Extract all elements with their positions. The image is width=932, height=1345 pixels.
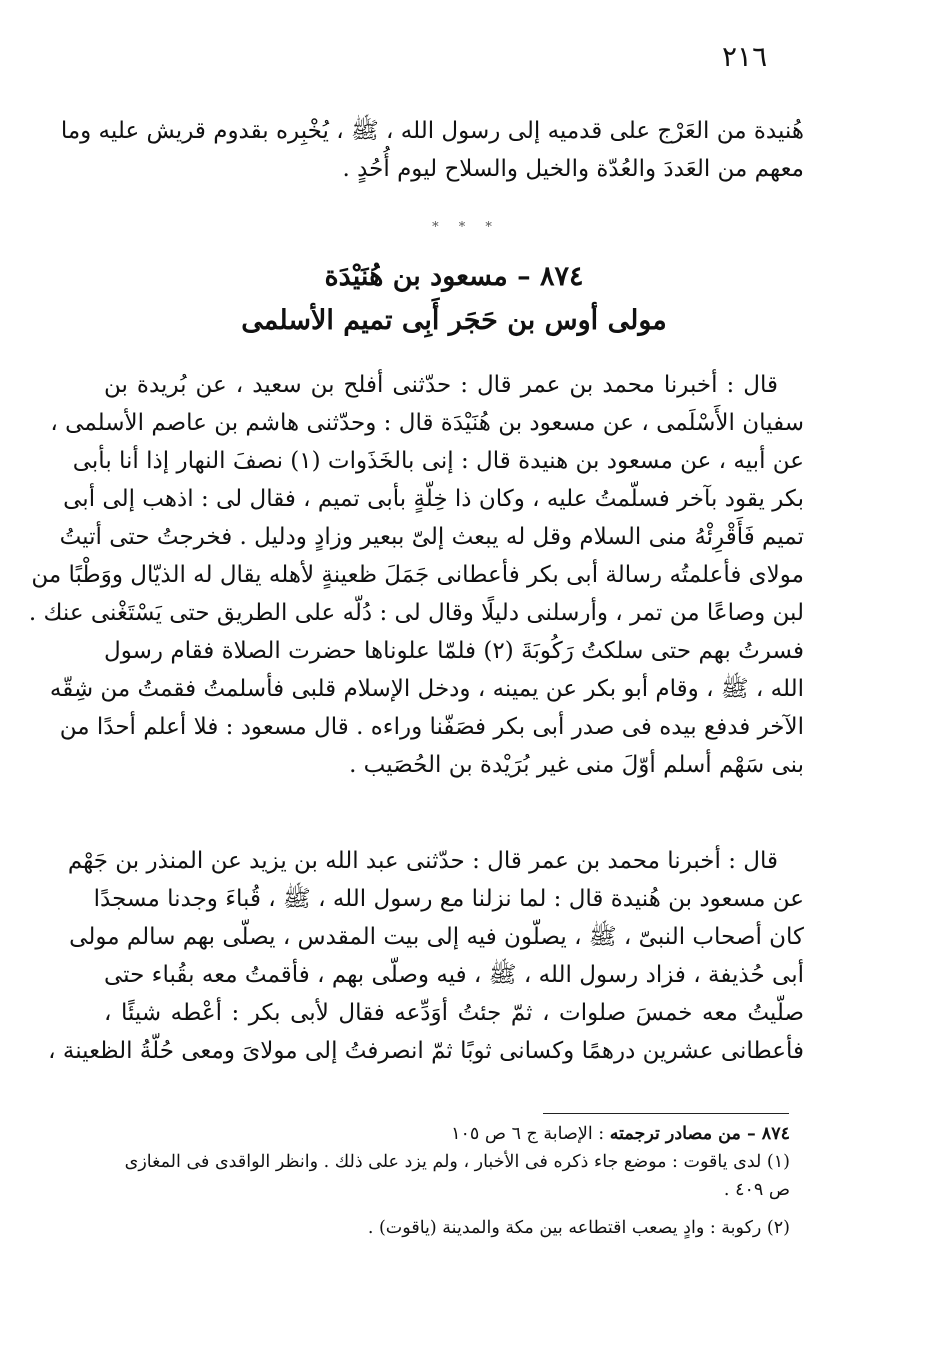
text-line: لبن وصاعًا من تمر ، وأرسلنى دليلًا وقال لى : دُلّه على الطريق حتى يَسْتَغْنى عنك . xyxy=(28,600,804,626)
footnote-source-label: ٨٧٤ – من مصادر ترجمته xyxy=(609,1124,790,1144)
footnote-source xyxy=(130,1120,790,1148)
entry-heading xyxy=(104,255,804,343)
footnotes xyxy=(124,1120,790,1242)
footnote-rule xyxy=(543,1113,789,1114)
text-line: هُنيدة من العَرْج على قدميه إلى رسول الله ، ﷺ ، يُخْبِره بقدوم قريش عليه وما xyxy=(60,118,804,144)
text-line: سفيان الأَسْلَمى ، عن مسعود بن هُنَيْدَة قال : وحدّثنى هاشم بن عاصم الأسلمى ، xyxy=(50,410,804,436)
text-line: فسرتُ بهم حتى سلكتُ رَكُوبَةَ (٢) فلمّا علوناها حضرت الصلاة فقام رسول xyxy=(104,638,804,664)
text-line: صلّيتُ معه خمسَ صلوات ، ثمّ جئتُ أوَدِّعه فقال لأبى بكر : أعْطه شيئًا ، xyxy=(104,1000,804,1026)
entry-title: ٨٧٤ – مسعود بن هُنَيْدَة xyxy=(324,261,584,292)
text-line: تميم فَأَقْرِئْهُ منى السلام وقل له يبعث إلىّ ببعير وزادٍ ودليل . فخرجتُ حتى أتيتُ xyxy=(59,524,804,550)
footnote-source-text: : الإصابة ج ٦ ص ١٠٥ xyxy=(451,1124,610,1144)
top-paragraph xyxy=(60,112,804,188)
page-number: ٢١٦ xyxy=(722,40,768,73)
paragraph-2 xyxy=(48,842,804,1070)
text-line: أبى حُذيفة ، فزاد رسول الله ، ﷺ ، فيه وصلّى بهم ، فأقمتُ معه بقُباء حتى xyxy=(104,962,804,988)
text-line: معهم من العَددَ والعُدّة والخيل والسلاح ليوم أُحُدٍ . xyxy=(342,156,804,182)
text-line: فأعطانى عشرين درهمًا وكسانى ثوبًا ثمّ انصرفتُ إلى مولاىَ ومعى حُلّةُ الظعينة ، xyxy=(48,1038,804,1064)
text-line: الله ، ﷺ ، وقام أبو بكر عن يمينه ، ودخل الإسلام قلبى فأسلمتُ فقمتُ من شِقّه xyxy=(49,676,804,702)
text-line: قال : أخبرنا محمد بن عمر قال : حدّثنى عبد الله بن يزيد عن المنذر بن جَهْم xyxy=(67,848,778,874)
entry-subtitle: مولى أوس بن حَجَر أَبِى تميم الأسلمى xyxy=(241,305,667,336)
footnote-1-line-2: ص ٤٠٩ . xyxy=(723,1180,790,1200)
footnote-1-line-1: (١) لدى ياقوت : موضع جاء ذكره فى الأخبار ، ولم يزد على ذلك . وانظر الواقدى فى المغازى xyxy=(124,1152,790,1172)
paragraph-1 xyxy=(28,366,804,784)
text-line: مولاى فأعلمتُه رسالة أبى بكر فأعطانى جَمَلَ ظعينةٍ لأهله يقال له الذيّال ووَطْبًا من xyxy=(31,562,804,588)
text-line: كان أصحاب النبىّ ، ﷺ ، يصلّون فيه إلى بيت المقدس ، يصلّى بهم سالم مولى xyxy=(69,924,804,950)
text-line: الآخر فدفع بيده فى صدر أبى بكر فصَفّنا وراءه . قال مسعود : فلا أعلم أحدًا من xyxy=(59,714,804,740)
section-separator: * * * xyxy=(432,220,500,235)
text-line: بنى سَهْم أسلم أوّلَ منى غير بُرَيْدة بن الحُصَيب . xyxy=(349,752,804,778)
text-line: بكر يقود بآخر فسلّمتُ عليه ، وكان ذا خِلّةٍ بأبى تميم ، فقال لى : اذهب إلى أبى xyxy=(63,486,804,512)
footnote-2: (٢) ركوبة : وادٍ يصعب اقتطاعه بين مكة والمدينة (ياقوت) . xyxy=(367,1218,790,1238)
text-line: عن أبيه ، عن مسعود بن هنيدة قال : إنى بالخَذَوات (١) نصفَ النهار إذا أنا بأبى xyxy=(72,448,804,474)
text-line: قال : أخبرنا محمد بن عمر قال : حدّثنى أفلح بن سعيد ، عن بُريدة بن xyxy=(104,372,778,398)
text-line: عن مسعود بن هُنيدة قال : لما نزلنا مع رسول الله ، ﷺ ، قُباءَ وجدنا مسجدًا xyxy=(93,886,804,912)
